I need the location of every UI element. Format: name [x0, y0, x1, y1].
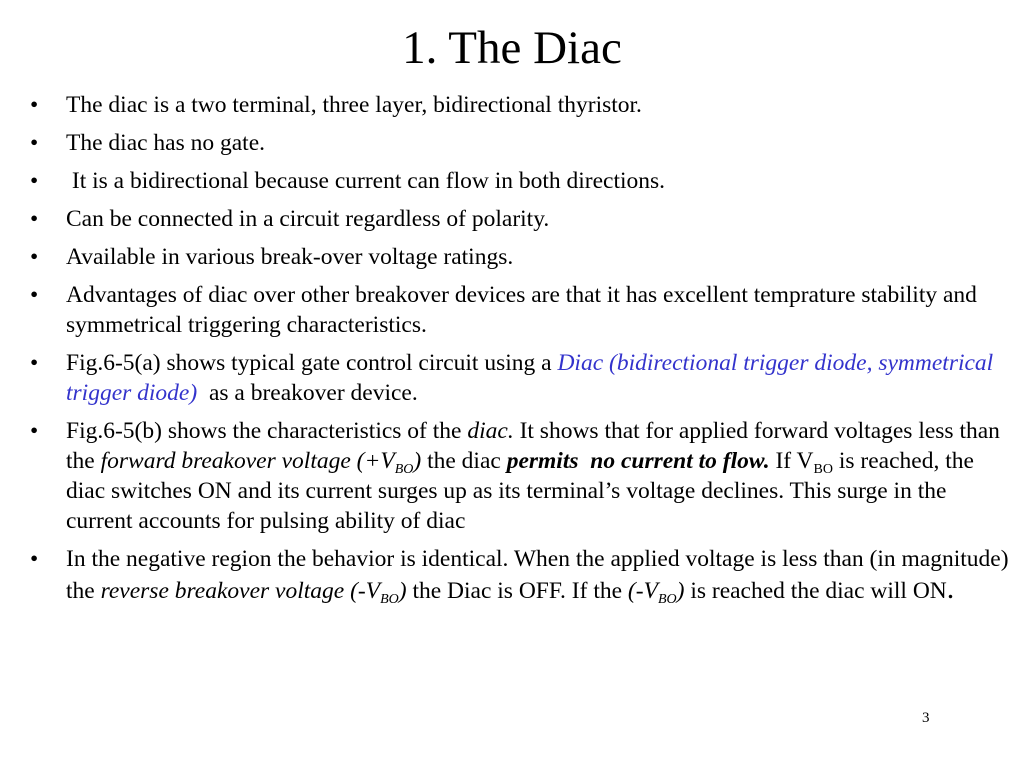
- bullet-item-negative-region: [30, 544, 1010, 606]
- bullet-text: The diac is a two terminal, three layer, bidirectional thyristor.: [66, 92, 642, 118]
- bullet-dot: •: [30, 130, 39, 156]
- bullet-dot: •: [30, 350, 39, 376]
- subscript-text: BO: [394, 462, 414, 477]
- italic-text: ): [413, 448, 422, 474]
- bullet-item-fig-a: [30, 348, 1010, 408]
- bullet-text: Fig.6-5(a) shows typical gate control circuit using a: [66, 350, 558, 376]
- subscript-text: BO: [380, 592, 399, 607]
- page-number: 3: [922, 710, 930, 726]
- italic-text: reverse breakover voltage (-V: [100, 578, 381, 604]
- bullet-text: It is a bidirectional because current can flow in both directions.: [66, 168, 666, 194]
- bullet-item-no-gate: [30, 128, 1010, 158]
- italic-text: ): [676, 578, 685, 604]
- bullet-item-fig-b: [30, 416, 1010, 536]
- italic-text: ): [398, 578, 407, 604]
- bullet-text: In the negative region the behavior is identical. When the applied voltage is less than (in magnitude) the: [66, 546, 1009, 604]
- bullet-text: The diac has no gate.: [66, 130, 266, 156]
- italic-text: diac.: [467, 418, 514, 444]
- bullet-text: Advantages of diac over other breakover devices are that it has excellent temprature stability and symmetrical triggering characteristics.: [66, 282, 977, 338]
- bullet-item-bidirectional: [30, 166, 1010, 196]
- bullet-item-advantages: [30, 280, 1010, 340]
- bullet-item-definition: [30, 90, 1010, 120]
- diac-highlight-text: Diac (bidirectional trigger diode, symmetrical trigger diode): [66, 350, 994, 406]
- period-mark: .: [946, 572, 955, 605]
- bullet-dot: •: [30, 168, 39, 194]
- bullet-dot: •: [30, 206, 39, 232]
- bullet-dot: •: [30, 244, 39, 270]
- bullet-item-polarity: [30, 204, 1010, 234]
- bullet-text: is reached the diac will ON: [684, 578, 947, 604]
- bold-italic-text: permits no current to flow.: [506, 448, 770, 474]
- slide-title: 1. The Diac: [402, 22, 622, 74]
- bullet-text: is reached, the diac switches ON and its current surges up as its terminal’s voltage declines. This surge in the current accounts for pulsing ability of diac: [66, 448, 974, 534]
- bullet-text: the Diac is OFF. If the: [406, 578, 628, 604]
- bullet-text: If V: [769, 448, 814, 474]
- bullet-text: It shows that for applied forward voltages less than the: [66, 418, 1000, 474]
- italic-text: (-V: [627, 578, 658, 604]
- bullet-text: Can be connected in a circuit regardless of polarity.: [66, 206, 550, 232]
- bullet-dot: •: [30, 282, 39, 308]
- subscript-text: BO: [657, 592, 677, 607]
- bullet-dot: •: [30, 418, 39, 444]
- bullet-dot: •: [30, 92, 39, 118]
- bullet-dot: •: [30, 546, 39, 572]
- bullet-text: the diac: [421, 448, 507, 474]
- bullet-text: as a breakover device.: [197, 380, 418, 406]
- bullet-item-ratings: [30, 242, 1010, 272]
- bullet-text: Available in various break-over voltage ratings.: [66, 244, 514, 270]
- subscript-text: BO: [813, 462, 833, 477]
- bullet-list: [30, 90, 1010, 614]
- italic-text: forward breakover voltage (+V: [100, 448, 395, 474]
- bullet-text: Fig.6-5(b) shows the characteristics of the: [66, 418, 468, 444]
